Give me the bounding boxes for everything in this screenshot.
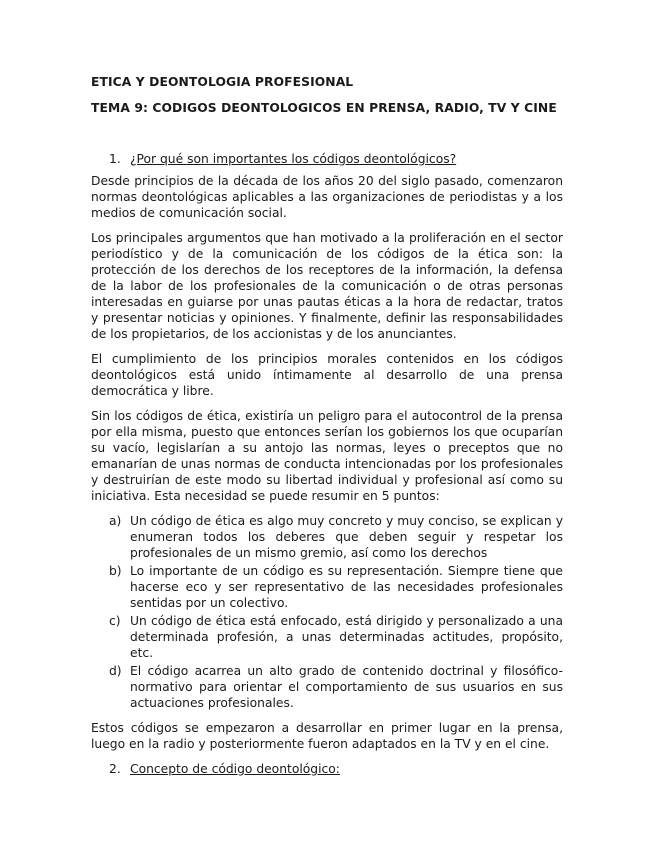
paragraph-1: Desde principios de la década de los años 20 del siglo pasado, comenzaron normas deontológicas aplicables a las organizaciones de periodistas y a los medios de comunicación social.	[91, 174, 563, 220]
paragraph-2: Los principales argumentos que han motivado a la proliferación en el sector periodístico y de la comunicación de los códigos de la ética son: la protección de los derechos de los receptores de la información, la defensa de la labor de los profesionales de la comunicación o de otras personas interesadas en guiarse por unas pautas éticas a la hora de redactar, tratos y presentar noticias y opiniones. Y finalmente, definir las responsabilidades de los propietarios, de los accionistas y de los anunciantes.	[91, 231, 563, 341]
section-1-number: 1.	[109, 152, 121, 166]
section-2-number: 2.	[109, 762, 121, 776]
list-item-marker: a)	[109, 514, 122, 528]
list-item-text: Un código de ética es algo muy concreto y muy conciso, se explican y enumeran todos los deberes que deben seguir y respetar los profesionales de un mismo gremio, así como los derechos	[130, 514, 563, 560]
section-2-heading	[109, 761, 563, 777]
section-1-title: ¿Por qué son importantes los códigos deontológicos?	[130, 152, 457, 166]
points-list	[91, 513, 563, 711]
list-item	[109, 663, 563, 711]
list-item	[109, 563, 563, 611]
list-item-text: El código acarrea un alto grado de contenido doctrinal y filosófico-normativo para orientar el comportamiento de sus usuarios en sus actuaciones profesionales.	[130, 664, 563, 710]
list-item	[109, 613, 563, 661]
list-item-marker: b)	[109, 564, 122, 578]
paragraph-4: Sin los códigos de ética, existiría un peligro para el autocontrol de la prensa por ella misma, puesto que entonces serían los gobiernos los que ocuparían su vacío, legislarían a su antojo las normas, leyes o preceptos que no emanarían de unas normas de conducta intencionadas por los profesionales y destruirían de este modo su libertad individual y profesional así como su iniciativa. Esta necesidad se puede resumir en 5 puntos:	[91, 409, 563, 503]
section-2-title: Concepto de código deontológico:	[130, 762, 340, 776]
document-subtitle: TEMA 9: CODIGOS DEONTOLOGICOS EN PRENSA, RADIO, TV Y CINE	[91, 101, 557, 115]
list-item	[109, 513, 563, 561]
closing-paragraph: Estos códigos se empezaron a desarrollar en primer lugar en la prensa, luego en la radio y posteriormente fueron adaptados en la TV y en el cine.	[91, 721, 563, 751]
document-title: ETICA Y DEONTOLOGIA PROFESIONAL	[91, 75, 354, 89]
section-1-heading	[109, 151, 563, 167]
list-item-marker: d)	[109, 664, 122, 678]
list-item-marker: c)	[109, 614, 121, 628]
list-item-text: Un código de ética está enfocado, está dirigido y personalizado a una determinada profesión, a unas determinadas actitudes, propósito, etc.	[130, 614, 563, 660]
list-item-text: Lo importante de un código es su representación. Siempre tiene que hacerse eco y ser representativo de las necesidades profesionales sentidas por un colectivo.	[130, 564, 563, 610]
paragraph-3: El cumplimiento de los principios morales contenidos en los códigos deontológicos está unido íntimamente al desarrollo de una prensa democrática y libre.	[91, 352, 563, 398]
